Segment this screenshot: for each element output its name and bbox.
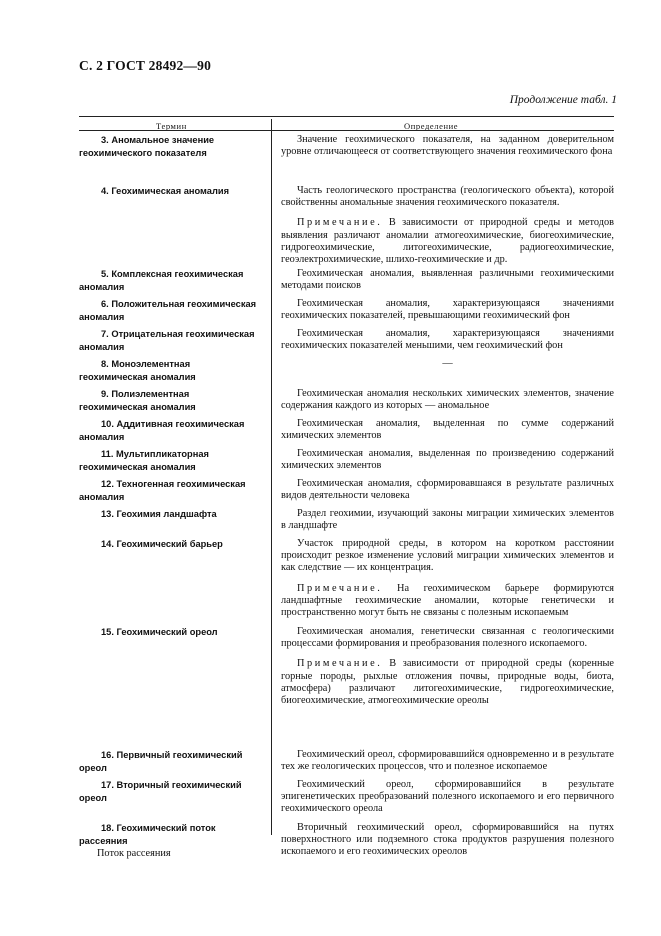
definition-cell: Геохимический ореол, сформировавшийся одновременно и в результате тех же геологических процессов, что и полезное ископаемое — [281, 749, 614, 773]
term-cell: 15. Геохимический ореол — [101, 627, 218, 637]
table-row — [79, 749, 614, 779]
note-label: Примечание. — [297, 217, 383, 229]
term-cell: 13. Геохимия ландшафта — [101, 509, 217, 519]
definition-cell: Геохимическая аномалия, генетически связанная с геологическими процессами формирования и преобразования полезного ископаемого. Примечание. В зависимости от природной среды (коренные горные породы, рыхлые отложения почвы, природные воды, биота, атмосфера) различают литогеохимические, гидрогеохимические, биогеохимические, атмогеохимические ореолы — [281, 626, 614, 707]
definition-cell: Геохимическая аномалия, сформировавшаяся в результате различных видов деятельности человека — [281, 478, 614, 502]
term-cell: 17. Вторичный геохимический ореол — [79, 780, 242, 804]
column-header-definition: Определение — [404, 121, 459, 131]
definition-cell: Вторичный геохимический ореол, сформировавшийся на путях поверхностного или подземного стока продуктов разрушения полезного ископаемого и его геохимических ореолов — [281, 822, 614, 858]
definition-cell: Геохимическая аномалия, выделенная по произведению содержаний химических элементов — [281, 448, 614, 472]
definition-cell: — — [442, 358, 453, 369]
table-row — [79, 508, 614, 538]
table-row — [79, 388, 614, 418]
table-row — [79, 185, 614, 268]
definition-cell: Участок природной среды, в котором на коротком расстоянии происходит резкое изменение условий миграции химических элементов и как следствие — их концентрация. Примечание. На геохимическом барьере формируются ландшафтные геохимические аномалии, которые генетически и пространственно могут быть не связаны с полезным ископаемым — [281, 538, 615, 619]
table-row — [79, 298, 614, 328]
table-row — [79, 268, 614, 298]
definition-cell: Геохимическая аномалия нескольких химических элементов, значение содержания каждого из которых — аномальное — [281, 388, 614, 412]
term-cell: 7. Отрицательная геохимическая аномалия — [79, 329, 255, 353]
term-synonym: Поток рассеяния — [97, 848, 171, 860]
definition-cell: Значение геохимического показателя, на заданном доверительном уровне отличающееся от соответствующего значения геохимического фона — [281, 134, 614, 158]
table-row — [79, 134, 614, 185]
term-cell: 11. Мультипликаторная геохимическая аномалия — [79, 449, 209, 473]
term-cell: 14. Геохимический барьер — [101, 539, 223, 549]
terms-table — [79, 134, 614, 866]
definition-cell: Часть геологического пространства (геологического объекта), которой свойственны аномальные значения геохимического показателя. Примечание. В зависимости от природной среды и методов выявления различают аномалии атмогеохимические, биогеохимические, гидрогеохимические, литогеохимические, радиогеохимические, геоэлектрохимические, шлихо-геохимические и др. — [281, 185, 614, 266]
definition-cell: Геохимическая аномалия, характеризующаяся значениями геохимических показателей, превышающими геохимический фон — [281, 298, 614, 322]
table-continuation-label: Продолжение табл. 1 — [509, 94, 617, 106]
note-label: Примечание. — [297, 658, 383, 670]
term-cell: 8. Моноэлементная геохимическая аномалия — [79, 359, 196, 383]
table-row — [79, 328, 614, 358]
term-cell: 10. Аддитивная геохимическая аномалия — [79, 419, 245, 443]
table-row — [79, 822, 614, 866]
table-header-rule — [79, 130, 614, 131]
table-row — [79, 538, 614, 626]
term-cell: 3. Аномальное значение геохимического показателя — [79, 135, 215, 159]
term-cell: 16. Первичный геохимический ореол — [79, 750, 243, 774]
table-row — [79, 626, 614, 749]
table-row — [79, 418, 614, 448]
definition-cell: Геохимический ореол, сформировавшийся в результате эпигенетических преобразований полезного ископаемого и его первичного геохимического ореола — [281, 779, 614, 815]
term-cell: 9. Полиэлементная геохимическая аномалия — [79, 389, 196, 413]
term-cell: 12. Техногенная геохимическая аномалия — [79, 479, 246, 503]
term-cell: 5. Комплексная геохимическая аномалия — [79, 269, 244, 293]
definition-cell: Геохимическая аномалия, характеризующаяся значениями геохимических показателей меньшими, чем геохимический фон — [281, 328, 614, 352]
note-label: Примечание. — [297, 582, 383, 594]
table-row — [79, 448, 614, 478]
definition-cell: Геохимическая аномалия, выделенная по сумме содержаний химических элементов — [281, 418, 614, 442]
term-cell: 18. Геохимический поток рассеяния Поток рассеяния — [79, 823, 216, 860]
term-cell: 6. Положительная геохимическая аномалия — [79, 299, 257, 323]
table-row — [79, 358, 614, 388]
page-header: С. 2 ГОСТ 28492—90 — [79, 58, 212, 73]
table-top-rule — [79, 116, 614, 117]
table-row — [79, 779, 614, 822]
definition-cell: Раздел геохимии, изучающий законы миграции химических элементов в ландшафте — [281, 508, 614, 532]
table-row — [79, 478, 614, 508]
column-header-term: Термин — [156, 121, 187, 131]
term-cell: 4. Геохимическая аномалия — [101, 186, 230, 196]
definition-cell: Геохимическая аномалия, выявленная различными геохимическими методами поисков — [281, 268, 614, 292]
